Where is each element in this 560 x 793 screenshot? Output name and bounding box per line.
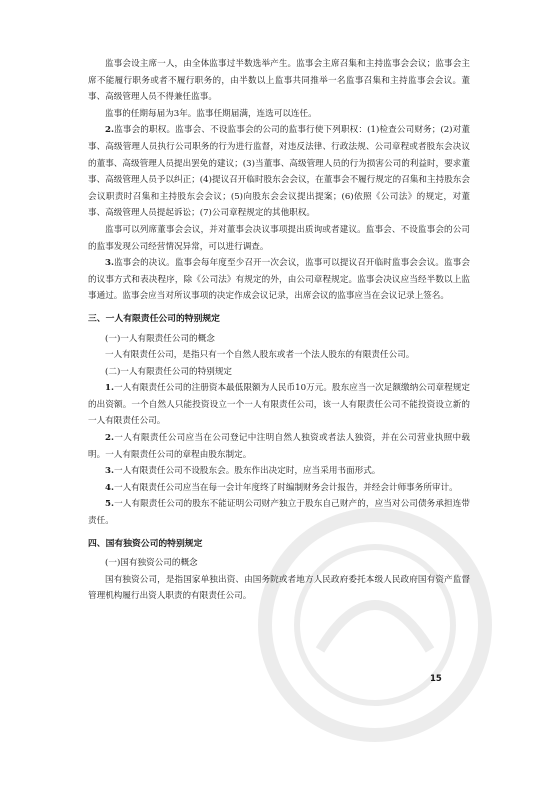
paragraph-supervisor-chair: 监事会设主席一人，由全体监事过半数选举产生。监事会主席召集和主持监事会会议；监事会主席不能履行职务或者不履行职务的，由半数以上监事共同推举一名监事召集和主持监事会会议。董事、高级管理人员不得兼任监事。 — [88, 59, 470, 103]
page-body — [88, 56, 470, 605]
section-heading-one-person-company: 三、一人有限责任公司的特别规定 — [88, 313, 220, 324]
list-item — [88, 463, 470, 480]
list-item — [88, 380, 470, 430]
list-item — [88, 430, 470, 463]
paragraph-supervisory-powers — [88, 122, 470, 222]
item-text: 一人有限责任公司的注册资本最低限额为人民币10万元。股东应当一次足额缴纳公司章程规定的出资额。一个自然人只能投资设立一个一人有限责任公司，该一人有限责任公司不能投资设立新的一人有限责任公司。 — [88, 383, 470, 427]
subheading-one-person-concept: (一)一人有限责任公司的概念 — [105, 333, 215, 344]
subheading-one-person-rules: (二)一人有限责任公司的特别规定 — [105, 366, 233, 377]
item-number: 2. — [105, 433, 114, 444]
section-heading-state-owned-company: 四、国有独资公司的特别规定 — [88, 538, 203, 549]
item-number: 2. — [105, 125, 114, 136]
paragraph-supervisory-resolution — [88, 255, 470, 305]
item-number: 3. — [105, 466, 114, 477]
paragraph-supervisor-term: 监事的任期每届为3年。监事任期届满，连选可以连任。 — [105, 108, 317, 119]
item-number: 1. — [105, 383, 114, 394]
paragraph-state-owned-concept: 国有独资公司，是指国家单独出资、由国务院或者地方人民政府委托本级人民政府国有资产监督管理机构履行出资人职责的有限责任公司。 — [88, 574, 470, 602]
item-text: 一人有限责任公司不设股东会。股东作出决定时，应当采用书面形式。 — [113, 466, 381, 477]
item-number: 5. — [105, 499, 114, 510]
item-text: 一人有限责任公司应当在每一会计年度终了时编制财务会计报告，并经会计师事务所审计。 — [113, 482, 458, 493]
page-number: 15 — [430, 674, 442, 684]
paragraph-text: 监事会的职权。监事会、不设监事会的公司的监事行使下列职权：(1)检查公司财务；(2)对董事、高级管理人员执行公司职务的行为进行监督，对违反法律、行政法规、公司章程或者股东会决议的董事、高级管理人员提出罢免的建议；(3)当董事、高级管理人员的行为损害公司的利益时，要求董事、高级管理人员予以纠正；(4)提议召开临时股东会会议，在董事会不履行规定的召集和主持股东会会议职责时召集和主持股东会会议；(5)向股东会会议提出提案；(6)依照《公司法》的规定，对董事、高级管理人员提起诉讼；(7)公司章程规定的其他职权。 — [88, 125, 470, 219]
list-item — [88, 496, 470, 529]
paragraph-supervisor-attendance: 监事可以列席董事会会议，并对董事会决议事项提出质询或者建议。监事会、不设监事会的公司的监事发现公司经营情况异常，可以进行调查。 — [88, 224, 470, 252]
paragraph-one-person-concept: 一人有限责任公司，是指只有一个自然人股东或者一个法人股东的有限责任公司。 — [105, 350, 415, 361]
item-text: 一人有限责任公司应当在公司登记中注明自然人独资或者法人独资，并在公司营业执照中载明。一人有限责任公司的章程由股东制定。 — [88, 433, 470, 460]
item-number: 4. — [105, 482, 114, 493]
subheading-state-owned-concept: (一)国有独资公司的概念 — [105, 558, 198, 569]
item-text: 一人有限责任公司的股东不能证明公司财产独立于股东自己财产的，应当对公司债务承担连带责任。 — [88, 499, 470, 527]
paragraph-text: 监事会的决议。监事会每年度至少召开一次会议，监事可以提议召开临时监事会会议。监事会的议事方式和表决程序，除《公司法》有规定的外，由公司章程规定。监事会决议应当经半数以上监事通过。监事会应当对所议事项的决定作成会议记录，出席会议的监事应当在会议记录上签名。 — [88, 258, 470, 302]
item-number: 3. — [105, 258, 114, 269]
list-item — [88, 480, 470, 497]
